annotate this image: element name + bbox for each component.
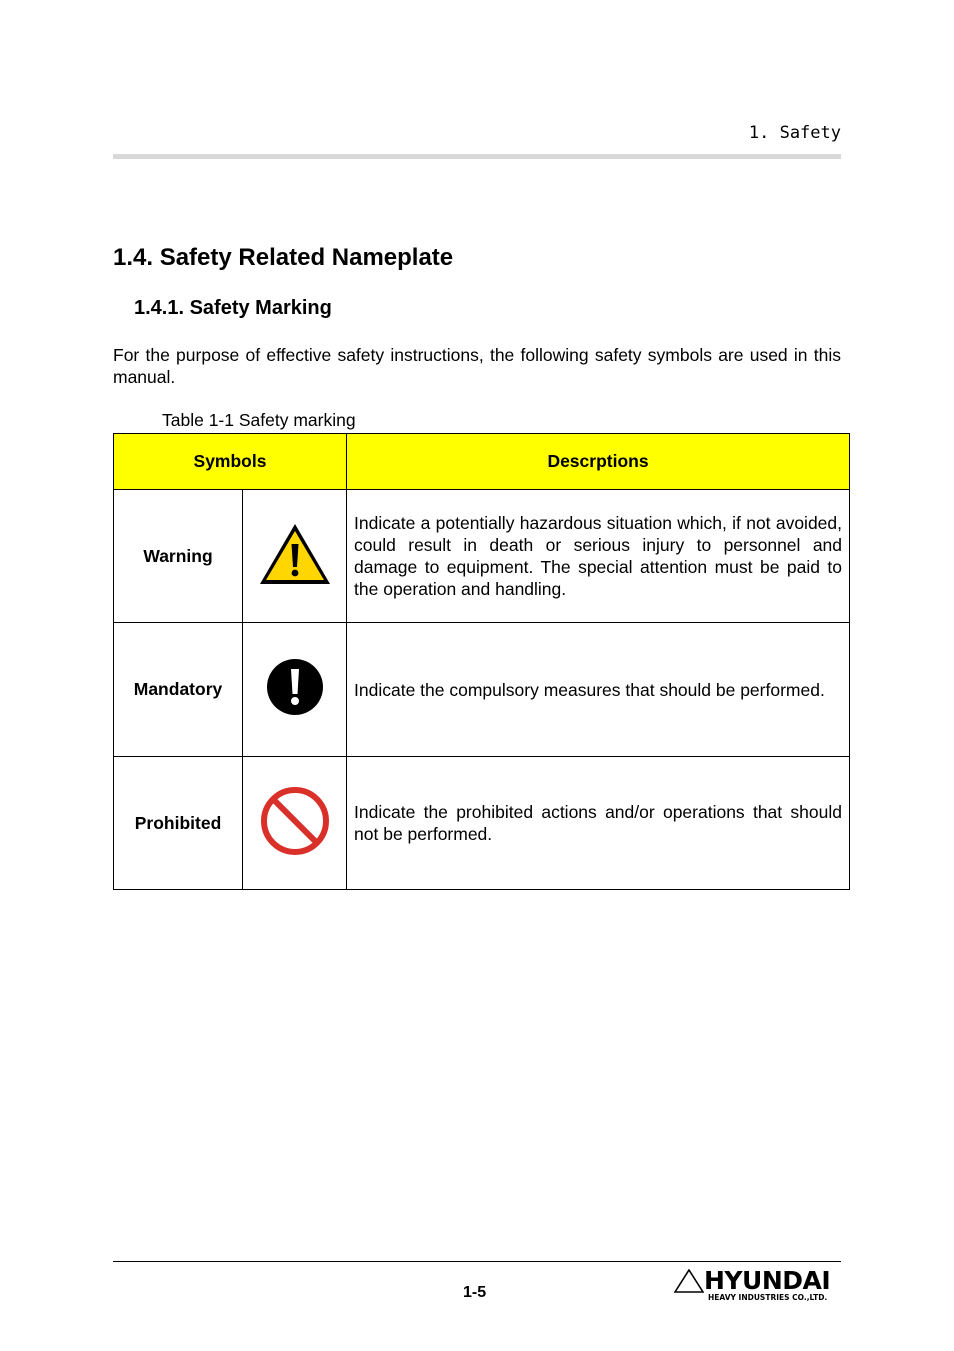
intro-paragraph: For the purpose of effective safety instructions, the following safety symbols are used in this manual. xyxy=(113,345,841,387)
header-descriptions: Descrptions xyxy=(347,434,850,490)
table-row xyxy=(114,757,850,890)
logo-triangle-icon xyxy=(674,1269,704,1293)
table-header-row xyxy=(114,434,850,490)
symbol-description-warning: Indicate a potentially hazardous situation which, if not avoided, could result in death or serious injury to personnel and damage to equipment. The special attention must be paid to the operation and handling. xyxy=(347,490,850,623)
section-heading: 1.4. Safety Related Nameplate xyxy=(113,244,454,271)
symbol-name-prohibited: Prohibited xyxy=(114,757,243,890)
warning-triangle-icon xyxy=(258,522,332,586)
symbol-description-mandatory: Indicate the compulsory measures that should be performed. xyxy=(347,623,850,757)
table-row xyxy=(114,490,850,623)
footer-divider xyxy=(113,1261,841,1262)
running-header: 1. Safety xyxy=(748,123,841,143)
table-caption: Table 1-1 Safety marking xyxy=(162,410,356,430)
header-symbols: Symbols xyxy=(114,434,347,490)
mandatory-exclamation-icon xyxy=(266,658,324,716)
subsection-heading: 1.4.1. Safety Marking xyxy=(134,297,332,319)
table-row xyxy=(114,623,850,757)
logo-subtitle: HEAVY INDUSTRIES CO.,LTD. xyxy=(708,1293,828,1302)
symbol-description-prohibited: Indicate the prohibited actions and/or operations that should not be performed. xyxy=(347,757,850,890)
company-logo xyxy=(674,1266,838,1306)
page-number: 1-5 xyxy=(463,1284,487,1301)
logo-brand: HYUNDAI xyxy=(704,1266,831,1295)
symbol-name-mandatory: Mandatory xyxy=(114,623,243,757)
symbol-name-warning: Warning xyxy=(114,490,243,623)
header-divider xyxy=(113,154,841,159)
prohibited-circle-icon xyxy=(259,785,331,857)
safety-marking-table xyxy=(113,433,850,890)
